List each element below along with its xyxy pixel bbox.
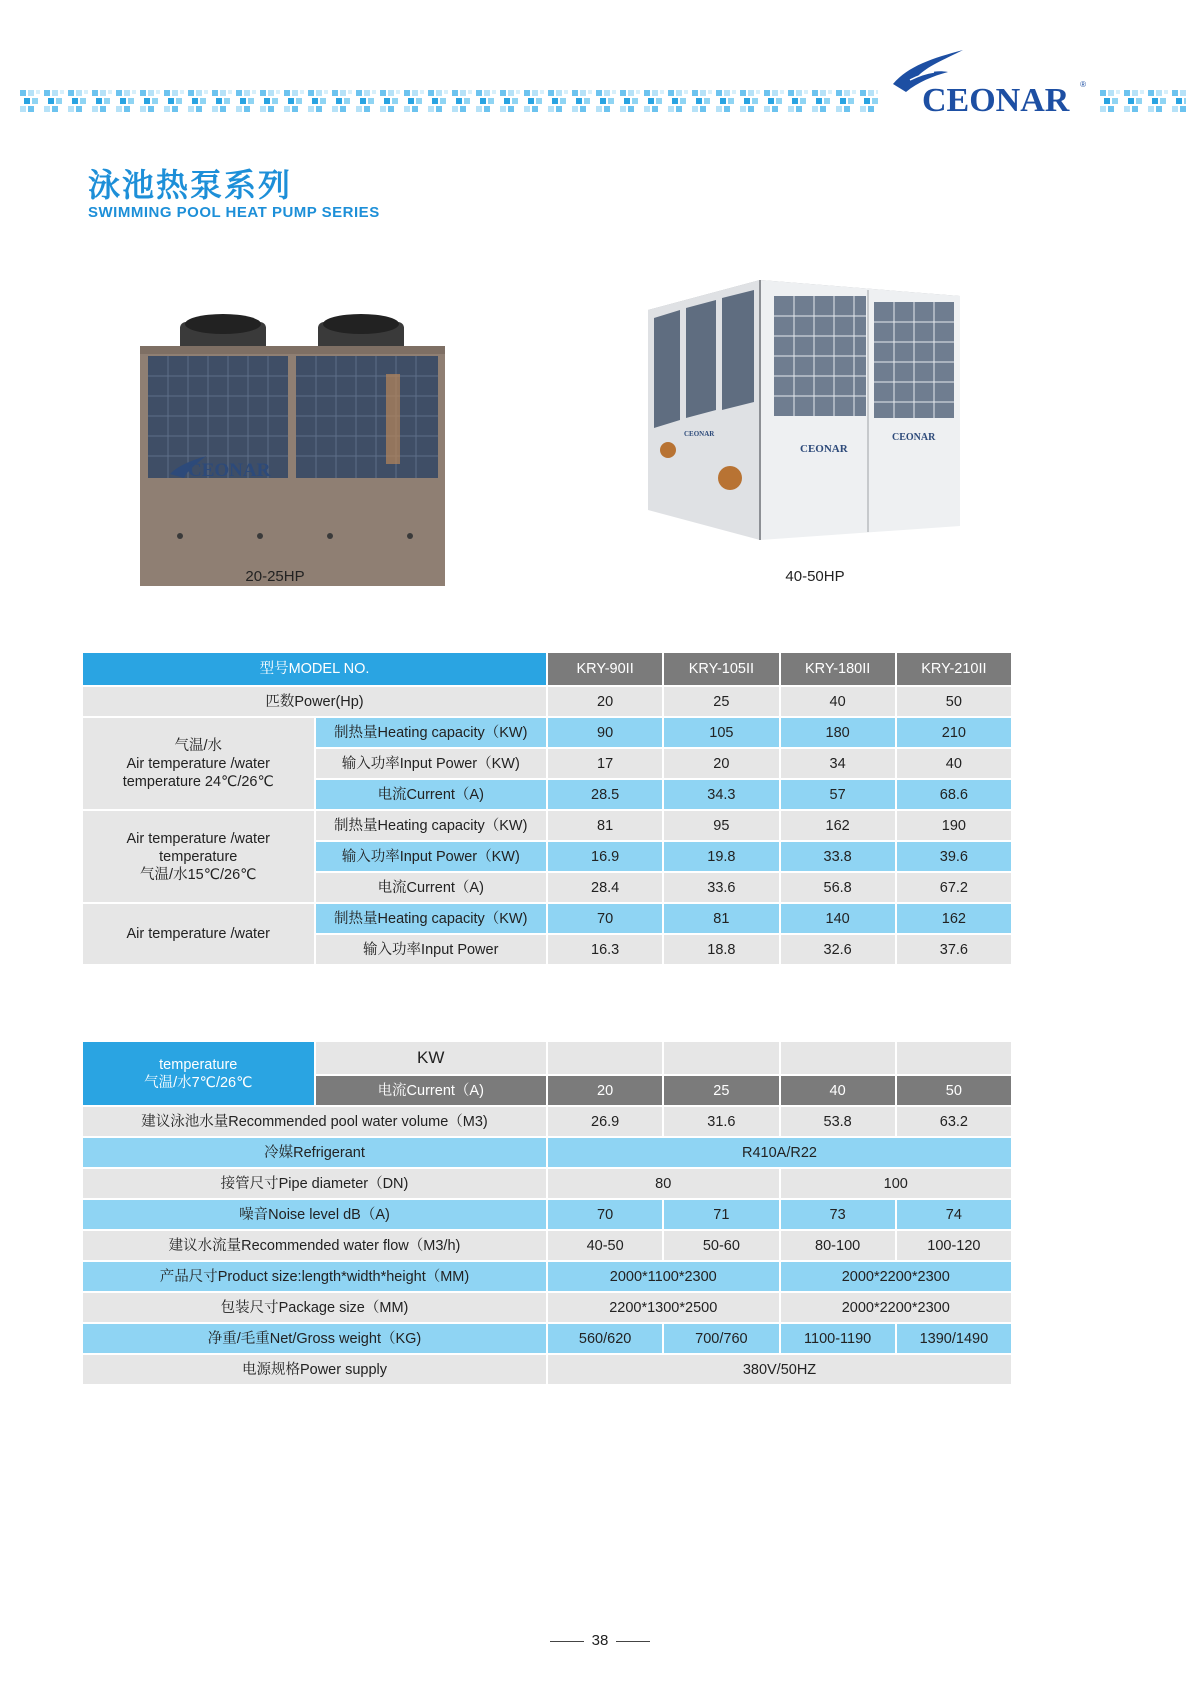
table-row (82, 1199, 1012, 1230)
table-row (82, 1323, 1012, 1354)
cell-value: 40 (896, 748, 1012, 779)
row-label: 建议泳池水量Recommended pool water volume（M3) (82, 1106, 547, 1137)
cell-value: 33.8 (780, 841, 896, 872)
table1-header-row (82, 652, 1012, 686)
group3-label-line1: Air temperature /water (126, 926, 270, 942)
table-row (82, 717, 1012, 748)
cell-value: 162 (896, 903, 1012, 934)
table2-label-line1: temperature (159, 1056, 238, 1073)
table-row (82, 1261, 1012, 1292)
cell-value: 25 (663, 686, 779, 717)
page-title-en: SWIMMING POOL HEAT PUMP SERIES (88, 204, 380, 221)
empty-cell (896, 1041, 1012, 1075)
group1-label (82, 717, 315, 810)
cell-value: 28.4 (547, 872, 663, 903)
group1-label-line3: temperature 24℃/26℃ (122, 773, 274, 790)
table2-condition-label (82, 1041, 315, 1106)
power-label: 匹数Power(Hp) (82, 686, 547, 717)
cell-value: 17 (547, 748, 663, 779)
row-label: 电源规格Power supply (82, 1354, 547, 1385)
header-pattern-band-right (1098, 88, 1186, 114)
cell-value: 700/760 (663, 1323, 779, 1354)
row-label: 包装尺寸Package size（MM) (82, 1292, 547, 1323)
cell-value: 1100-1190 (780, 1323, 896, 1354)
empty-cell (780, 1041, 896, 1075)
table-row (82, 1106, 1012, 1137)
cell-value: 20 (663, 748, 779, 779)
logo-text: CEONAR (922, 82, 1070, 119)
cell-value: 80 (547, 1168, 780, 1199)
row-label: 制热量Heating capacity（KW) (315, 717, 548, 748)
row-label: 产品尺寸Product size:length*width*height（MM) (82, 1261, 547, 1292)
cell-value: 67.2 (896, 872, 1012, 903)
cell-value: 140 (780, 903, 896, 934)
product-image-40-50hp (640, 270, 980, 560)
cell-value: 37.6 (896, 934, 1012, 965)
cell-value: 70 (547, 903, 663, 934)
spec-table-2 (81, 1040, 1013, 1386)
model-no-header: 型号MODEL NO. (82, 652, 547, 686)
empty-cell (547, 1041, 663, 1075)
cell-value: 50 (896, 686, 1012, 717)
group1-label-line2: Air temperature /water (126, 755, 270, 772)
row-label: 噪音Noise level dB（A) (82, 1199, 547, 1230)
cell-value: 28.5 (547, 779, 663, 810)
cell-value: 31.6 (663, 1106, 779, 1137)
table-row (82, 686, 1012, 717)
page-number (0, 1632, 1200, 1649)
cell-value: 2000*1100*2300 (547, 1261, 780, 1292)
kw-label: KW (315, 1041, 548, 1075)
table-row (82, 1137, 1012, 1168)
cell-value: 2000*2200*2300 (780, 1261, 1013, 1292)
page-number-text: 38 (591, 1632, 609, 1649)
row-label: 制热量Heating capacity（KW) (315, 810, 548, 841)
current-label: 电流Current（A) (315, 1075, 548, 1106)
cell-value: 40 (780, 1075, 896, 1106)
cell-value: 18.8 (663, 934, 779, 965)
row-label: 电流Current（A) (315, 779, 548, 810)
cell-value: 34.3 (663, 779, 779, 810)
product-image-20-25hp (140, 314, 450, 589)
cell-value: 560/620 (547, 1323, 663, 1354)
cell-value: 81 (547, 810, 663, 841)
cell-value: 210 (896, 717, 1012, 748)
table-row (82, 1292, 1012, 1323)
table2-header-row (82, 1041, 1012, 1075)
svg-text:CEONAR: CEONAR (188, 460, 271, 481)
model-header-2: KRY-105II (663, 652, 779, 686)
empty-cell (663, 1041, 779, 1075)
cell-value: 70 (547, 1199, 663, 1230)
row-label: 输入功率Input Power（KW) (315, 748, 548, 779)
group2-label-line3: 气温/水15℃/26℃ (140, 866, 257, 883)
group2-label (82, 810, 315, 903)
row-label: 净重/毛重Net/Gross weight（KG) (82, 1323, 547, 1354)
brand-logo (884, 46, 1094, 126)
cell-value: 57 (780, 779, 896, 810)
cell-value: 190 (896, 810, 1012, 841)
row-label: 输入功率Input Power (315, 934, 548, 965)
cell-value: 40 (780, 686, 896, 717)
row-label: 冷媒Refrigerant (82, 1137, 547, 1168)
cell-value: 19.8 (663, 841, 779, 872)
cell-value: 39.6 (896, 841, 1012, 872)
cell-value: 53.8 (780, 1106, 896, 1137)
product-caption-2: 40-50HP (785, 568, 845, 585)
group2-label-line1: Air temperature /water (126, 830, 270, 847)
svg-text:CEONAR: CEONAR (684, 430, 715, 438)
group2-label-line2: temperature (159, 848, 238, 865)
page-number-rule-right (616, 1641, 650, 1642)
group1-label-line1: 气温/水 (174, 737, 223, 754)
cell-value: 100 (780, 1168, 1013, 1199)
table-row (82, 810, 1012, 841)
cell-value: 32.6 (780, 934, 896, 965)
cell-value: 2000*2200*2300 (780, 1292, 1013, 1323)
cell-value: 50 (896, 1075, 1012, 1106)
row-label: 电流Current（A) (315, 872, 548, 903)
table-row (82, 903, 1012, 934)
table-row (82, 1168, 1012, 1199)
svg-text:CEONAR: CEONAR (892, 432, 936, 443)
row-label: 输入功率Input Power（KW) (315, 841, 548, 872)
cell-value: 20 (547, 686, 663, 717)
cell-value: 71 (663, 1199, 779, 1230)
cell-value: 81 (663, 903, 779, 934)
cell-value: 25 (663, 1075, 779, 1106)
cell-value: R410A/R22 (547, 1137, 1012, 1168)
cell-value: 380V/50HZ (547, 1354, 1012, 1385)
cell-value: 34 (780, 748, 896, 779)
model-header-1: KRY-90II (547, 652, 663, 686)
cell-value: 74 (896, 1199, 1012, 1230)
cell-value: 56.8 (780, 872, 896, 903)
cell-value: 68.6 (896, 779, 1012, 810)
cell-value: 63.2 (896, 1106, 1012, 1137)
row-label: 建议水流量Recommended water flow（M3/h) (82, 1230, 547, 1261)
cell-value: 2200*1300*2500 (547, 1292, 780, 1323)
svg-text:CEONAR: CEONAR (800, 443, 848, 455)
model-header-3: KRY-180II (780, 652, 896, 686)
model-header-4: KRY-210II (896, 652, 1012, 686)
spec-table-1 (81, 651, 1013, 966)
page-title-cn: 泳池热泵系列 (88, 167, 293, 203)
cell-value: 180 (780, 717, 896, 748)
cell-value: 73 (780, 1199, 896, 1230)
row-label: 接管尺寸Pipe diameter（DN) (82, 1168, 547, 1199)
header-pattern-band (18, 88, 878, 114)
cell-value: 1390/1490 (896, 1323, 1012, 1354)
table-row (82, 1354, 1012, 1385)
product-caption-1: 20-25HP (245, 568, 305, 585)
registered-mark: ® (1080, 80, 1086, 89)
cell-value: 16.3 (547, 934, 663, 965)
cell-value: 90 (547, 717, 663, 748)
cell-value: 33.6 (663, 872, 779, 903)
table2-label-line2: 气温/水7℃/26℃ (144, 1074, 253, 1091)
cell-value: 16.9 (547, 841, 663, 872)
cell-value: 105 (663, 717, 779, 748)
cell-value: 20 (547, 1075, 663, 1106)
cell-value: 40-50 (547, 1230, 663, 1261)
cell-value: 26.9 (547, 1106, 663, 1137)
cell-value: 80-100 (780, 1230, 896, 1261)
cell-value: 95 (663, 810, 779, 841)
group3-label (82, 903, 315, 965)
cell-value: 50-60 (663, 1230, 779, 1261)
table-row (82, 1230, 1012, 1261)
page-number-rule-left (550, 1641, 584, 1642)
cell-value: 100-120 (896, 1230, 1012, 1261)
row-label: 制热量Heating capacity（KW) (315, 903, 548, 934)
cell-value: 162 (780, 810, 896, 841)
